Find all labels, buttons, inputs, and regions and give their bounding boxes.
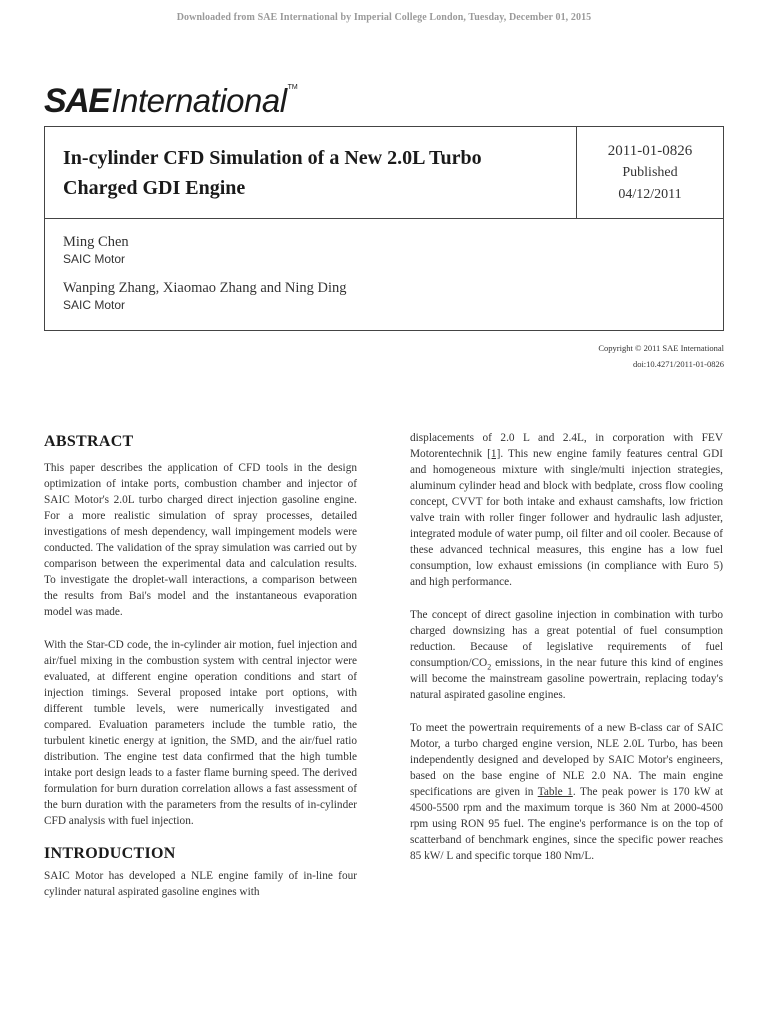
author-affiliation: SAIC Motor [63, 252, 126, 266]
logo-sae-text: SAE [44, 82, 110, 120]
text-run: . The peak power is 170 kW at 4500-5500 rpm and the maximum torque is 360 Nm at 2000-4500 rpm using RON 95 fuel. The engine's performance is on the top of scatterband of benchmark engines, since the specific power reaches 85 kW/ L and specific torque 180 Nm/L. [410, 786, 723, 862]
abstract-paragraph: This paper describes the application of CFD tools in the design optimization of intake ports, combustion chamber and injector of SAIC Motor's 2.0L turbo charged direct injection gasoline engine. For a more realistic simulation of spray processes, detailed investigations of mesh dependency, wall impingement models were conducted. The validation of the spray simulation was carried out by comparison between the experimental data and calculation results. To investigate the droplet-wall interactions, a comparison between the results from Bai's model and the instantaneous evaporation model was made. [44, 462, 357, 618]
abstract-heading: ABSTRACT [44, 433, 134, 450]
author-names: Wanping Zhang, Xiaomao Zhang and Ning Ding [63, 280, 347, 296]
doi-line: doi:10.4271/2011-01-0826 [632, 359, 724, 369]
introduction-paragraph [410, 720, 723, 864]
published-date: 04/12/2011 [618, 187, 682, 202]
download-note: Downloaded from SAE International by Imperial College London, Tuesday, December 01, 2015 [176, 12, 592, 23]
left-column [44, 434, 357, 917]
paper-title: In-cylinder CFD Simulation of a New 2.0L Turbo Charged GDI Engine [63, 147, 482, 199]
text-run: The concept of direct gasoline injection in combination with turbo charged downsizing has a great potential of fuel consumption reduction. Because of legislative requirements of fuel consumption/CO [410, 609, 723, 669]
paper-meta [577, 127, 723, 219]
text-run: displacements of 2.0 L and 2.4L, in corporation with FEV Motorentechnik [410, 432, 723, 460]
introduction-paragraph [410, 430, 723, 590]
author-affiliation: SAIC Motor [63, 298, 126, 312]
table-reference-link[interactable]: Table 1 [537, 786, 573, 798]
paper-header-box [44, 126, 724, 331]
right-column [410, 430, 723, 881]
text-run: . This new engine family features central GDI and homogeneous mixture with single/multi injection strategies, aluminum cylinder head and block with bedplate, cross flow cooling concept, CVVT for both intake and exhaust camshafts, low friction valve train with roller finger follower and hydraulic lash adjuster, integrated module of water pump, oil filter and oil cooler. Because of these advanced technical measures, this engine has a low fuel consumption, low exhaust emissions (in compliance with Euro 5) and high performance. [410, 448, 723, 588]
authors-block [45, 219, 723, 339]
logo-international-text: International [111, 82, 287, 119]
introduction-heading: INTRODUCTION [44, 845, 176, 862]
published-label: Published [622, 165, 678, 180]
reference-link[interactable]: [1] [487, 448, 501, 460]
introduction-paragraph: SAIC Motor has developed a NLE engine family of in-line four cylinder natural aspirated gasoline engines with [44, 870, 357, 898]
author-names: Ming Chen [63, 234, 129, 250]
copyright-line: Copyright © 2011 SAE International [598, 343, 724, 353]
paper-number: 2011-01-0826 [607, 143, 693, 159]
text-run: To meet the powertrain requirements of a new B-class car of SAIC Motor, a turbo charged engine version, NLE 2.0L Turbo, has been independently designed and developed by SAIC Motor's engineers, based on the base engine of NLE 2.0 NA. The main engine specifications are given in [410, 722, 723, 798]
abstract-paragraph: With the Star-CD code, the in-cylinder air motion, fuel injection and air/fuel mixing in the combustion system with central injector were evaluated, at different engine operation conditions and start of injection timings. Several proposed intake port options, with different tumble levels, were numerically investigated and compared. Evaluation parameters include the tumble ratio, the turbulent kinetic energy at ignition, the SMD, and the air/fuel ratio distribution. The engine test data confirmed that the high tumble intake port design leads to a faster flame burning speed. The derived formulation for burn duration correlation allows a fast assessment of the burn duration with the parameters from the results of in-cylinder CFD analysis with fuel injection. [44, 639, 357, 827]
subscript: 2 [487, 662, 492, 672]
copyright-block [598, 340, 724, 372]
logo-trademark: TM [287, 84, 298, 91]
text-run: emissions, in the near future this kind of engines will become the mainstream gasoline powertrain, replacing today's natural aspirated gasoline engines. [410, 657, 723, 701]
introduction-paragraph [410, 607, 723, 703]
sae-international-logo [44, 82, 298, 122]
title-cell [45, 127, 577, 219]
